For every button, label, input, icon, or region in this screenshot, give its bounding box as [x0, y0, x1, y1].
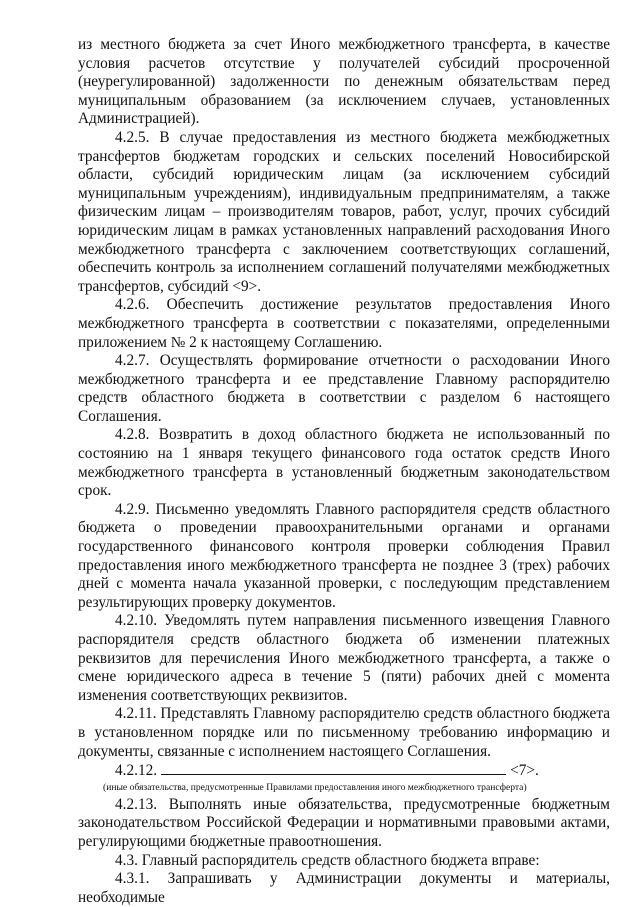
paragraph-4-2-8: 4.2.8. Возвратить в доход областного бюджета не использованный по состоянию на 1 января текущего финансового года остаток средств Иного межбюджетного трансферта в установленный бюджетным законодательством срок. — [78, 426, 610, 500]
paragraph-4-2-7: 4.2.7. Осуществлять формирование отчетности о расходовании Иного межбюджетного трансферта и ее представление Главному распорядителю средств областного бюджета в соответствии с разделом 6 настоящего Соглашения. — [78, 352, 610, 425]
paragraph-4-2-13: 4.2.13. Выполнять иные обязательства, предусмотренные бюджетным законодательством Российской Федерации и нормативными правовыми актами, регулирующими бюджетные правоотношения. — [78, 795, 610, 850]
paragraph-4-2-11: 4.2.11. Представлять Главному распорядителю средств областного бюджета в установленном порядке или по письменному требованию информацию и документы, связанные с исполнением настоящего Соглашения. — [78, 705, 610, 760]
fill-line-footnote-ref: <7>. — [510, 762, 539, 780]
paragraph-continuation: из местного бюджета за счет Иного межбюджетного трансферта, в качестве условия расчетов отсутствие у получателей субсидий просроченной (неурегулированной) задолженности по денежным обязательствам перед муниципальным образованием (за исключением случаев, установленных Администрацией). — [78, 36, 610, 128]
paragraph-4-2-12 — [78, 761, 610, 781]
fill-in-blank-line — [161, 761, 506, 775]
document-page — [78, 36, 610, 907]
paragraph-4-2-10: 4.2.10. Уведомлять путем направления письменного извещения Главного распорядителя средств областного бюджета об изменении платежных реквизитов для перечисления Иного межбюджетного трансферта, а также о смене юридического адреса в течение 5 (пяти) рабочих дней с момента изменения соответствующих реквизитов. — [78, 612, 610, 704]
paragraph-4-3-1: 4.3.1. Запрашивать у Администрации документы и материалы, необходимые — [78, 870, 610, 906]
fill-line-number: 4.2.12. — [115, 762, 158, 780]
fill-line-note: (иные обязательства, предусмотренные Правилами предоставления иного межбюджетного трансферта) — [103, 781, 527, 793]
paragraph-4-2-9: 4.2.9. Письменно уведомлять Главного распорядителя средств областного бюджета о проведении правоохранительными органами и органами государственного финансового контроля проверки соблюдения Правил предоставления иного межбюджетного трансферта не позднее 3 (трех) рабочих дней с момента начала указанной проверки, с последующим представлением результирующих проверку документов. — [78, 500, 610, 611]
paragraph-4-2-6: 4.2.6. Обеспечить достижение результатов предоставления Иного межбюджетного трансферта в соответствии с показателями, определенными приложением № 2 к настоящему Соглашению. — [78, 296, 610, 351]
paragraph-4-2-5: 4.2.5. В случае предоставления из местного бюджета межбюджетных трансфертов бюджетам городских и сельских поселений Новосибирской области, субсидий юридическим лицам (за исключением субсидий муниципальным учреждениям), индивидуальным предпринимателям, а также физическим лицам – производителям товаров, работ, услуг, прочих субсидий юридическим лицам в рамках установленных направлений расходования Иного межбюджетного трансферта с заключением соответствующих соглашений, обеспечить контроль за исполнением соглашений получателями межбюджетных трансфертов, субсидий <9>. — [78, 128, 610, 295]
paragraph-4-3: 4.3. Главный распорядитель средств областного бюджета вправе: — [115, 851, 540, 869]
